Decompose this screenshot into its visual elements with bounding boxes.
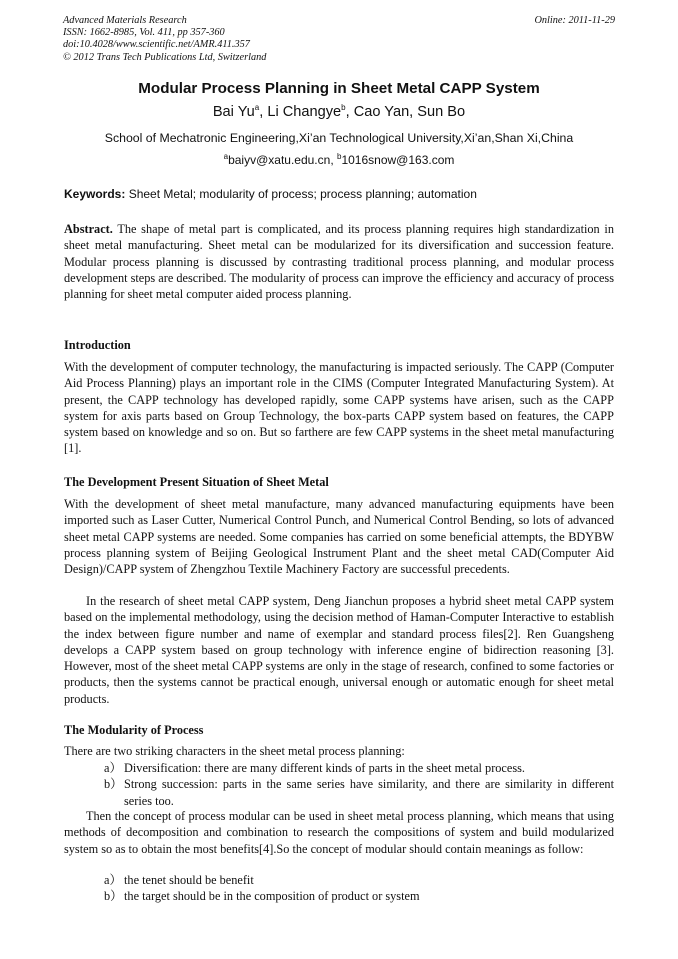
author-2: Li Changye (267, 104, 342, 120)
list-marker: a） (104, 873, 122, 887)
intro-paragraph: With the development of computer technology, the manufacturing is impacted seriously. The CAPP (Computer Aid Process Planning) plays an important role in the CIMS (Computer Integrated Manufacturing System). At present, the CAPP technology has developed rapidly, some CAPP systems have arisen, such as the CAPP system for axis parts based on Group Technology, the box-parts CAPP system based on features, the CAPP system based on knowledge and so on. But so farthere are few CAPP systems in the sheet metal manufacturing [1]. (64, 360, 614, 456)
list-text: the target should be in the composition of product or system (124, 889, 420, 904)
online-date: Online: 2011-11-29 (534, 15, 615, 26)
author-2-affil: b (341, 103, 346, 113)
list-text: Strong succession: parts in the same series have similarity, and there are similarity in different series too. (124, 777, 614, 808)
keywords-text: Sheet Metal; modularity of process; process planning; automation (125, 187, 477, 201)
list-marker: b） (104, 889, 123, 904)
email-a: baiyv@xatu.edu.cn, (228, 153, 337, 167)
section2-paragraph-1: With the development of sheet metal manufacture, many advanced manufacturing equipments have been imported such as Laser Cutter, Numerical Control Punch, and Numerical Control Bending, so lots of advanced sheet metal CAPP systems are needed. Some companies has carried on some beneficial attempts, the BDYBW process planning system of Beijing Geological Instrument Plant and the sheet metal CAD(Computer Aid Design)/CAPP system of Zhengzhou Textile Machinery Factory are successful precedents. (64, 497, 614, 577)
affiliation: School of Mechatronic Engineering,Xi’an Technological University,Xi’an,Shan Xi,China (104, 131, 574, 145)
character-list (104, 760, 614, 809)
abstract-text: The shape of metal part is complicated, and its process planning requires high standardization in sheet metal manufacturing. Sheet metal can be modularized for its diversification and succession feature. Modular process planning is discussed by contrasting traditional process planning, and modular process development steps are described. The modularity of process can improve the efficiency and accuracy of process planning for sheet metal computer aided process planning. (64, 222, 614, 302)
meaning-list (104, 872, 614, 905)
section3-paragraph-2: Then the concept of process modular can be used in sheet metal process planning, which means that using methods of decomposition and combination to research the compositions of system and build modularized system so as to obtain the most benefits[4].So the concept of modular should contain meanings as follow: (64, 809, 614, 856)
keywords-label: Keywords: (64, 187, 126, 201)
other-authors: , Cao Yan, Sun Bo (345, 104, 466, 120)
list-marker: b） (104, 777, 123, 792)
author-1: Bai Yu (212, 104, 255, 120)
list-item (104, 872, 614, 888)
author-1-affil: a (254, 103, 260, 113)
email-b: 1016snow@163.com (341, 153, 455, 167)
journal-name: Advanced Materials Research (63, 15, 187, 26)
copyright-line: © 2012 Trans Tech Publications Ltd, Switzerland (63, 51, 267, 63)
paper-title: Modular Process Planning in Sheet Metal CAPP System (138, 80, 540, 97)
list-item (104, 760, 614, 776)
list-text: Diversification: there are many different kinds of parts in the sheet metal process. (124, 761, 525, 775)
author-emails (0, 153, 678, 167)
section3-intro: There are two striking characters in the sheet metal process planning: (64, 744, 405, 758)
section2-heading: The Development Present Situation of Sheet Metal (64, 475, 329, 489)
issn-line: ISSN: 1662-8985, Vol. 411, pp 357-360 (63, 27, 225, 39)
list-text: the tenet should be benefit (124, 873, 254, 887)
list-item (104, 888, 614, 904)
author-list (0, 104, 678, 120)
doi-line: doi:10.4028/www.scientific.net/AMR.411.357 (63, 39, 250, 51)
abstract (64, 221, 614, 302)
abstract-label: Abstract. (64, 222, 113, 236)
email-b-marker: b (337, 152, 342, 161)
list-item (104, 776, 614, 809)
journal-header (63, 15, 615, 64)
section2-paragraph-2: In the research of sheet metal CAPP system, Deng Jianchun proposes a hybrid sheet metal CAPP system based on the implemental methodology, using the decision method of Haman-Computer Interactive to establish the index between figure number and name of exemplar and standard process files[2]. Ren Guangsheng develops a CAPP system based on group technology with inference engine of bidirection reasoning [3]. However, most of the sheet metal CAPP systems are only in the stage of research, confined to some factories or products, then the systems cannot be practical enough, universal enough or automatic enough for sheet metal products. (64, 594, 614, 706)
intro-heading: Introduction (64, 338, 131, 352)
email-a-marker: a (223, 152, 229, 161)
list-marker: a） (104, 761, 122, 775)
author-separator: , (259, 104, 268, 120)
keywords (64, 187, 616, 201)
section3-heading: The Modularity of Process (64, 723, 204, 737)
